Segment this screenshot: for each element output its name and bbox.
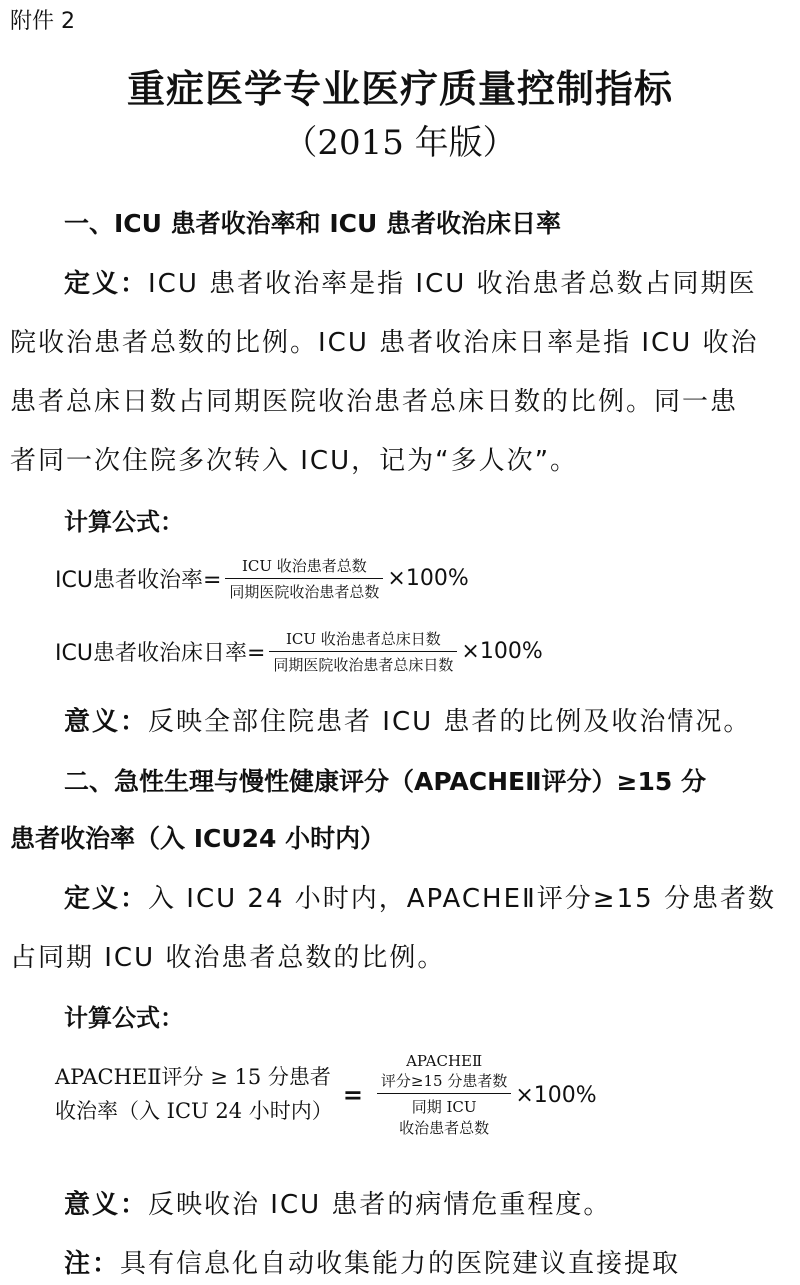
formula-apache-rate — [55, 1052, 597, 1138]
formula-denominator: 同期医院收治患者总床日数 — [273, 656, 454, 674]
attachment-label: 附件 2 — [10, 9, 75, 34]
definition-label: 定义： — [64, 269, 149, 299]
section2-note — [64, 1243, 680, 1280]
formula-numerator-line1: APACHEⅡ — [406, 1052, 483, 1070]
section2-heading-line1: 二、急性生理与慢性健康评分（APACHEⅡ评分）≥15 分 — [64, 767, 706, 796]
section1-definition-line1 — [64, 263, 757, 300]
section1-significance — [64, 701, 751, 738]
section2-heading-line2: 患者收治率（入 ICU24 小时内） — [10, 824, 386, 853]
definition-label: 定义： — [64, 884, 149, 914]
formula-lhs-line2: 收治率（入 ICU 24 小时内） — [55, 1099, 333, 1123]
definition-text: ICU 患者收治率是指 ICU 收治患者总数占同期医 — [148, 269, 757, 299]
formula-fraction — [377, 1052, 511, 1138]
significance-label: 意义： — [64, 707, 149, 737]
formula-numerator-line2: 评分≥15 分患者数 — [380, 1072, 508, 1090]
significance-text: 反映全部住院患者 ICU 患者的比例及收治情况。 — [148, 707, 752, 737]
note-label: 注： — [64, 1249, 121, 1279]
significance-text: 反映收治 ICU 患者的病情危重程度。 — [148, 1190, 612, 1220]
formula-fraction — [225, 555, 383, 602]
fraction-bar — [377, 1093, 511, 1094]
formula-numerator: ICU 收治患者总数 — [241, 557, 367, 575]
section1-heading: 一、ICU 患者收治率和 ICU 患者收治床日率 — [64, 209, 562, 238]
significance-label: 意义： — [64, 1190, 149, 1220]
formula-multiplier: ×100% — [387, 566, 469, 591]
section2-significance — [64, 1184, 611, 1221]
section1-definition-line4: 者同一次住院多次转入 ICU，记为“多人次”。 — [10, 446, 579, 476]
fraction-bar — [225, 578, 383, 579]
document-title: 重症医学专业医疗质量控制指标 — [126, 67, 673, 111]
section2-definition-line1 — [64, 878, 776, 915]
note-text: 具有信息化自动收集能力的医院建议直接提取 — [120, 1249, 681, 1279]
section2-formula-label: 计算公式： — [64, 1004, 184, 1032]
formula-equals: = — [342, 1081, 363, 1109]
fraction-bar — [269, 651, 457, 652]
section1-formula-label: 计算公式： — [64, 508, 184, 536]
formula-lhs — [55, 1061, 333, 1128]
document-subtitle: （2015 年版） — [283, 123, 517, 163]
formula-denominator-line2: 收治患者总数 — [399, 1119, 490, 1137]
formula-numerator: ICU 收治患者总床日数 — [285, 630, 441, 648]
formula-denominator: 同期医院收治患者总数 — [229, 583, 380, 601]
definition-text: 入 ICU 24 小时内，APACHEⅡ评分≥15 分患者数 — [148, 884, 776, 914]
section1-definition-line3: 患者总床日数占同期医院收治患者总床日数的比例。同一患 — [10, 387, 739, 417]
formula-multiplier: ×100% — [515, 1082, 597, 1108]
formula-icu-bed-day-rate — [55, 628, 543, 675]
formula-lhs-line1: APACHEⅡ评分 ≥ 15 分患者 — [55, 1065, 331, 1090]
formula-fraction — [269, 628, 457, 675]
formula-denominator-line1: 同期 ICU — [411, 1098, 477, 1116]
formula-icu-admission-rate — [55, 555, 469, 602]
formula-lhs: ICU患者收治床日率= — [55, 641, 266, 666]
formula-lhs: ICU患者收治率= — [55, 568, 222, 593]
section1-definition-line2: 院收治患者总数的比例。ICU 患者收治床日率是指 ICU 收治 — [10, 328, 759, 358]
section2-definition-line2: 占同期 ICU 收治患者总数的比例。 — [10, 943, 446, 973]
formula-multiplier: ×100% — [461, 639, 543, 664]
